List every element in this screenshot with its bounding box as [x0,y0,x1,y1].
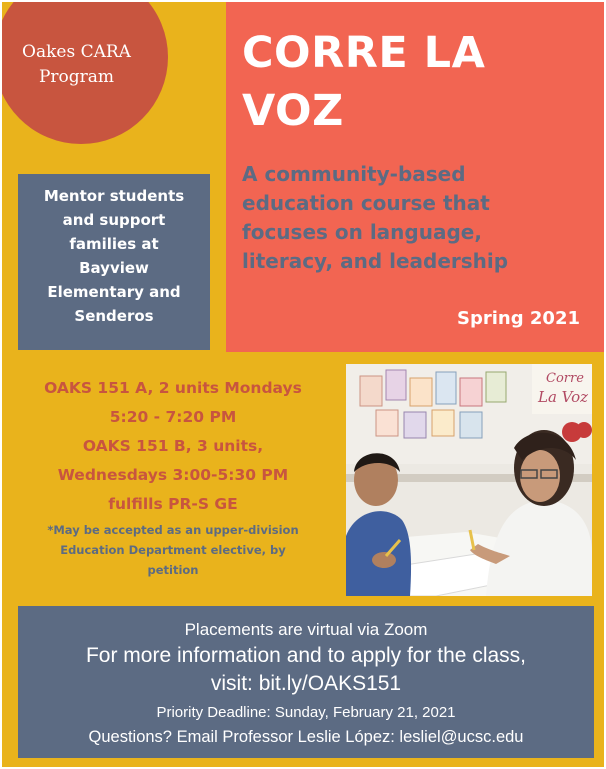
deadline-text: Priority Deadline: Sunday, February 21, 2021 [156,704,456,721]
program-badge-text [2,40,159,90]
course-schedule [8,374,338,519]
schedule-line: 5:20 - 7:20 PM [109,408,237,426]
page-title [242,24,485,140]
note-line: *May be accepted as an upper-division [47,523,299,537]
program-badge [2,2,168,144]
mentor-line: Mentor students [43,187,185,205]
schedule-line: fulfills PR-S GE [108,495,238,513]
wall-sign-line: La Voz [538,388,589,406]
classroom-photo-illustration [346,364,592,596]
title-line: CORRE LA [242,28,486,78]
more-info-text: For more information and to apply for the class, [85,644,527,667]
schedule-line: Wednesdays 3:00-5:30 PM [57,466,289,484]
description-line: focuses on language, [242,220,482,244]
mentor-box [18,174,210,350]
program-badge-line: Program [38,67,115,87]
visit-link-text: visit: bit.ly/OAKS151 [210,672,402,695]
course-description [242,160,508,276]
note-line: petition [147,563,199,577]
mentor-line: families at [69,235,159,253]
mentor-line: and support [62,211,166,229]
contact-text: Questions? Email Professor Leslie López: lesliel@ucsc.edu [88,728,524,746]
note-line: Education Department elective, by [60,543,286,557]
flyer [2,2,604,767]
description-line: literacy, and leadership [242,249,509,273]
program-badge-line: Oakes CARA [22,42,131,62]
mentor-line: Elementary and [47,283,181,301]
placements-text: Placements are virtual via Zoom [184,620,428,639]
season-label: Spring 2021 [457,308,580,329]
schedule-line: OAKS 151 B, 3 units, [82,437,264,455]
title-line: VOZ [242,86,344,136]
elective-note [12,520,334,580]
description-line: education course that [242,191,490,215]
schedule-line: OAKS 151 A, 2 units Mondays [44,379,302,397]
description-line: A community-based [242,162,466,186]
mentor-line: Bayview [79,259,149,277]
mentor-line: Senderos [74,307,154,325]
title-box [226,2,604,352]
classroom-photo [346,364,592,596]
wall-sign-line: Corre [546,371,584,386]
info-box [18,606,594,758]
